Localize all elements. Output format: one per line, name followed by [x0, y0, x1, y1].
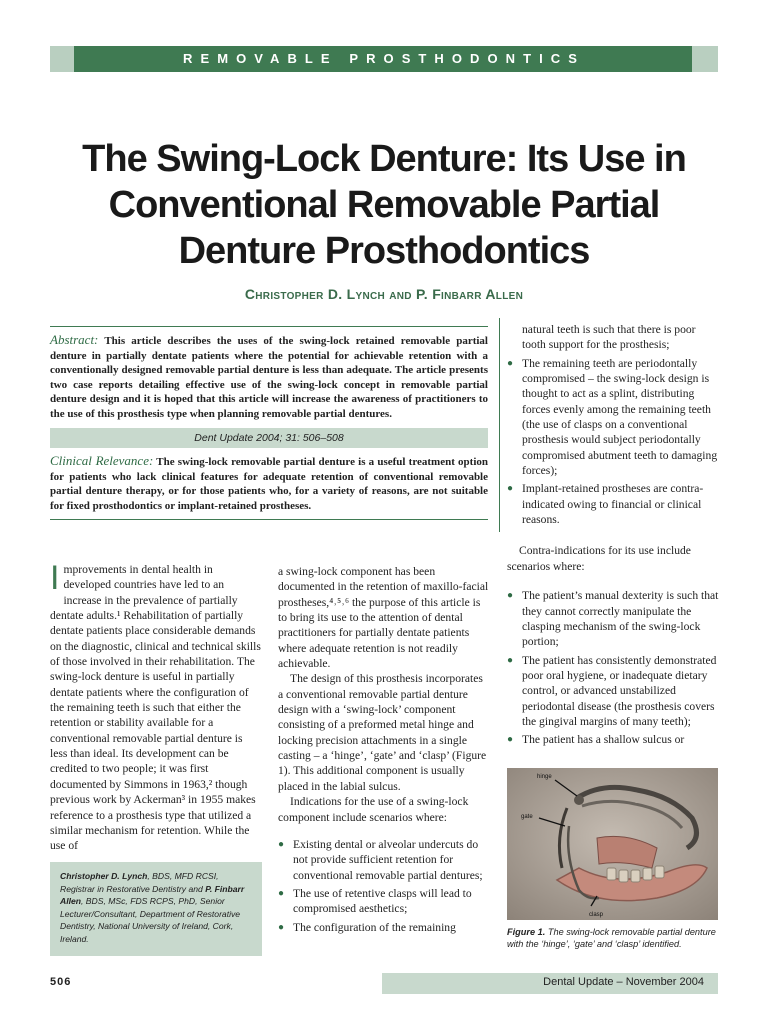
- affiliation-name-1: Christopher D. Lynch: [60, 871, 148, 881]
- title-line-3: Denture Prosthodontics: [178, 230, 590, 272]
- list-item: ● The use of retentive clasps will lead to compromised aesthetics;: [278, 886, 490, 917]
- contraindications-list: [507, 588, 719, 747]
- caption-text: The swing-lock removable partial denture with the ‘hinge’, ‘gate’ and ‘clasp’ identified.: [507, 927, 716, 949]
- figure-label-gate: gate: [521, 814, 533, 820]
- citation-bar: Dent Update 2004; 31: 506–508: [50, 428, 488, 448]
- figure-1-caption: [507, 926, 719, 950]
- abstract-box: [50, 326, 488, 513]
- figure-1-photo: [507, 768, 718, 920]
- affiliation-credentials-2: , BDS, MSc, FDS RCPS, PhD, Senior Lecturer/Consultant, Department of Restorative Dentistry, National University of Ireland, Cork, Ireland.: [60, 896, 241, 944]
- clinical-relevance: [50, 454, 488, 513]
- body-column-1: [50, 559, 262, 854]
- list-item: ● Existing dental or alveolar undercuts do not provide sufficient retention for conventional removable partial dentures;: [278, 837, 490, 883]
- section-header: REMOVABLE PROSTHODONTICS: [183, 51, 585, 66]
- list-item: ● The patient’s manual dexterity is such that they cannot correctly manipulate the clasping mechanism of the swing-lock portion;: [507, 588, 719, 649]
- article-title: [40, 136, 728, 274]
- abstract-label: Abstract:: [50, 332, 99, 347]
- header-band-right-cap: [692, 46, 718, 72]
- author-byline: Christopher D. Lynch and P. Finbarr Allen: [244, 286, 524, 302]
- list-item: ● The patient has a shallow sulcus or: [507, 732, 719, 747]
- affiliation-name-2: P. Finbarr Allen: [60, 883, 245, 907]
- clinical-relevance-text: The swing-lock removable partial denture is a useful treatment option for patients who lack clinical features for adequate retention of conventional removable partial denture therapy, or for those patients who, for a variety of reasons, are not suitable for fixed prosthodontics or implant-retained prostheses.: [50, 456, 489, 512]
- column-divider: [499, 318, 500, 532]
- body-paragraph: [50, 559, 262, 854]
- section-header-band: [50, 46, 718, 72]
- denture-photo-illustration: [507, 768, 718, 920]
- abstract-text: This article describes the uses of the swing-lock retained removable partial denture in partially dentate patients where the potential for achievable retention with a conventionally designed removable partial denture is less than adequate. The article presents two case reports detailing effective use of the swing-lock concept in removable partial denture design and it is hoped that this article will increase the awareness of practitioners to the use of this prosthesis type when planning removable partial dentures.: [50, 335, 488, 420]
- body-paragraph: Contra-indications for its use include scenarios where:: [507, 544, 691, 573]
- affiliation-credentials-1: , BDS, MFD RCSI, Registrar in Restorative Dentistry and: [60, 871, 219, 894]
- body-column-2: [278, 564, 490, 935]
- list-item: ● The remaining teeth are periodontally compromised – the swing-lock design is thought to act as a splint, distributing forces evenly among the remaining teeth (the use of clasps on a conventional prosthesis would subject periodontally compromised abutment teeth to damaging forces);: [507, 356, 719, 479]
- figure-label-clasp: clasp: [589, 912, 604, 918]
- figure-label-hinge: hinge: [537, 774, 552, 780]
- author-affiliation-box: [50, 862, 262, 956]
- footer-band: [382, 973, 718, 994]
- abstract-bottom-rule: [50, 519, 488, 520]
- list-item: ● Implant-retained prostheses are contra-indicated owing to financial or clinical reasons.: [507, 481, 719, 527]
- paragraph-text: mprovements in dental health in developed countries have led to an increase in the prevalence of partially dentate adults.¹ Rehabilitation of partially dentate patients place considerable demands on the diagnostic, clinical and technical skills of those involved in their rehabilitation. The swing-lock denture is useful in partially dentate patients where the configuration of the remaining teeth is such that either the retention or stability available for a conventional removable partial denture is less than ideal. Its development can be credited to two people; it was first documented by Simmons in 1963,² though previous work by Ackerman³ in 1955 makes reference to a prosthesis type that utilized a similar mechanism for retention. While the use of: [50, 563, 261, 853]
- list-item: ● The configuration of the remaining: [278, 920, 490, 935]
- journal-issue: Dental Update – November 2004: [543, 976, 704, 988]
- list-continuation: natural teeth is such that there is poor tooth support for the prosthesis;: [522, 323, 696, 352]
- caption-label: Figure 1.: [507, 927, 546, 937]
- abstract: [50, 327, 488, 421]
- page-number: 506: [50, 976, 72, 988]
- indications-list: [278, 837, 490, 935]
- title-line-2: Conventional Removable Partial: [108, 184, 660, 226]
- list-item: ● The patient has consistently demonstrated poor oral hygiene, or inadequate dietary control, or advanced unstabilized periodontal disease (the prosthesis covers the gingival margins of many teeth);: [507, 653, 719, 730]
- clinical-relevance-label: Clinical Relevance:: [50, 453, 154, 468]
- body-paragraph: a swing-lock component has been documented in the retention of maxillo-facial prostheses,⁴˒⁵˒⁶ the purpose of this article is to bring its use to the attention of dental practitioners for partially dentate patients where adequate retention is not readily achievable.: [278, 565, 489, 671]
- body-paragraph: Indications for the use of a swing-lock component include scenarios where:: [278, 795, 469, 824]
- body-column-3: [507, 322, 719, 748]
- indications-list-continued: [507, 356, 719, 528]
- body-paragraph: The design of this prosthesis incorporates a conventional removable partial denture design with a ‘swing-lock’ component consisting of a preformed metal hinge and locking precision attachments in a single casting – a ‘hinge’, ‘gate’ and ‘clasp’ (Figure 1). This additional component is usually placed in the labial sulcus.: [278, 672, 487, 793]
- title-line-1: The Swing-Lock Denture: Its Use in: [82, 138, 686, 180]
- drop-cap: I: [50, 559, 60, 597]
